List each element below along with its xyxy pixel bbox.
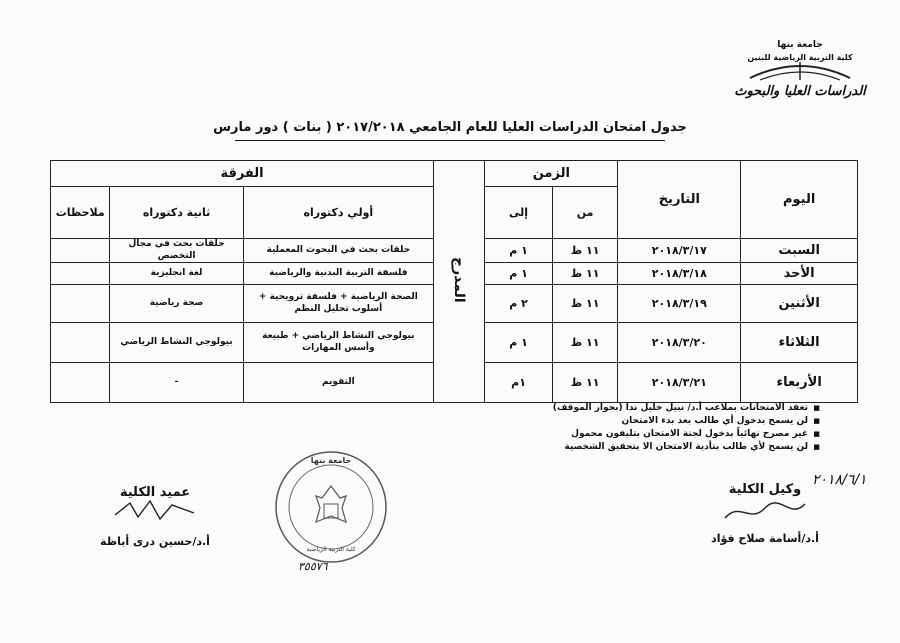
header-to: إلى: [485, 187, 553, 239]
vice-dean-name: أ.د/أسامة صلاح فؤاد: [711, 532, 819, 545]
logo-university: جامعة بنها: [777, 40, 823, 50]
dean-scribble-icon: [110, 497, 200, 527]
cell-date: ٢٠١٨/٣/٢١: [618, 363, 741, 403]
note-item: ■ تعقد الامتحانات بملاعب أ.د/ نبيل خليل ندا (بجوار الموقف): [460, 402, 820, 415]
official-stamp: [272, 448, 390, 566]
logo-college: كلية التربية الرياضية للبنين: [747, 53, 853, 62]
cell-first-doctorate: حلقات بحث في البحوث المعملية: [243, 239, 433, 263]
cell-day: الثلاثاء: [741, 323, 858, 363]
cell-day: الأثنين: [741, 285, 858, 323]
logo-department: الدراسات العليا والبحوث: [734, 84, 866, 99]
header-time: الزمن: [485, 161, 618, 187]
exam-notes-list: [460, 402, 820, 454]
cell-first-doctorate: التقويم: [243, 363, 433, 403]
cell-day: السبت: [741, 239, 858, 263]
handwritten-number: ٣٥٥٧٦: [298, 560, 328, 573]
cell-day: الأحد: [741, 263, 858, 285]
stamp-top-text: جامعة بنها: [310, 456, 352, 465]
cell-second-doctorate: -: [110, 363, 243, 403]
cell-day: الأربعاء: [741, 363, 858, 403]
cell-first-doctorate: فلسفة التربية البدنية والرياضية: [243, 263, 433, 285]
header-from: من: [552, 187, 618, 239]
cell-first-doctorate: الصحة الرياضية + فلسفة ترويحية + أسلوب تحليل النظم: [243, 285, 433, 323]
cell-from: ١١ ظ: [552, 263, 618, 285]
header-date: التاريخ: [618, 161, 741, 239]
cell-to: ٢ م: [485, 285, 553, 323]
note-item: ■ لن يسمح لأي طالب بتأدية الامتحان الا بتحقيق الشخصية: [460, 441, 820, 454]
dean-role: عميد الكلية: [119, 485, 191, 500]
cell-second-doctorate: حلقات بحث في مجال التخصص: [110, 239, 243, 263]
hall-label: المدرج: [451, 256, 468, 303]
header-division: الفرقة: [51, 161, 434, 187]
cell-second-doctorate: لغة انجليزية: [110, 263, 243, 285]
title-underline: [235, 140, 665, 141]
note-item: ■ غير مصرح نهائياً بدخول لجنة الامتحان بتليفون محمول: [460, 428, 820, 441]
cell-from: ١١ ظ: [552, 363, 618, 403]
cell-date: ٢٠١٨/٣/١٨: [618, 263, 741, 285]
header-second-doctorate: ثانية دكتوراه: [110, 187, 243, 239]
header-notes: ملاحظات: [51, 187, 110, 239]
cell-notes: [51, 263, 110, 285]
dean-name: أ.د/حسين درى أباظة: [100, 535, 210, 548]
college-logo: [730, 40, 870, 120]
cell-first-doctorate: بيولوجي النشاط الرياضي + طبيعة وأسس المهارات: [243, 323, 433, 363]
header-first-doctorate: أولي دكتوراه: [243, 187, 433, 239]
vice-dean-role: وكيل الكلية: [728, 482, 802, 497]
cell-from: ١١ ظ: [552, 239, 618, 263]
cell-from: ١١ ظ: [552, 323, 618, 363]
stamp-bottom-text: كلية التربية الرياضية: [306, 546, 356, 553]
cell-to: ١ م: [485, 263, 553, 285]
cell-to: ١ م: [485, 323, 553, 363]
cell-second-doctorate: بيولوجي النشاط الرياضي: [110, 323, 243, 363]
cell-notes: [51, 285, 110, 323]
cell-notes: [51, 239, 110, 263]
cell-to: ١ م: [485, 239, 553, 263]
handwritten-date: ٢٠١٨/٦/١: [812, 472, 867, 488]
cell-to: ١م: [485, 363, 553, 403]
vice-dean-scribble-icon: [720, 496, 810, 526]
cell-second-doctorate: صحة رياضية: [110, 285, 243, 323]
exam-schedule-table: [50, 160, 858, 403]
hall-cell: [434, 161, 485, 403]
note-item: ■ لن يسمح بدخول أي طالب بعد بدء الامتحان: [460, 415, 820, 428]
cell-date: ٢٠١٨/٣/١٧: [618, 239, 741, 263]
cell-date: ٢٠١٨/٣/١٩: [618, 285, 741, 323]
page-title: جدول امتحان الدراسات العليا للعام الجامعي ٢٠١٧/٢٠١٨ ( بنات ) دور مارس: [213, 120, 687, 135]
cell-date: ٢٠١٨/٣/٢٠: [618, 323, 741, 363]
cell-from: ١١ ظ: [552, 285, 618, 323]
cell-notes: [51, 363, 110, 403]
logo-emblem-icon: [730, 60, 870, 84]
cell-notes: [51, 323, 110, 363]
header-day: اليوم: [741, 161, 858, 239]
